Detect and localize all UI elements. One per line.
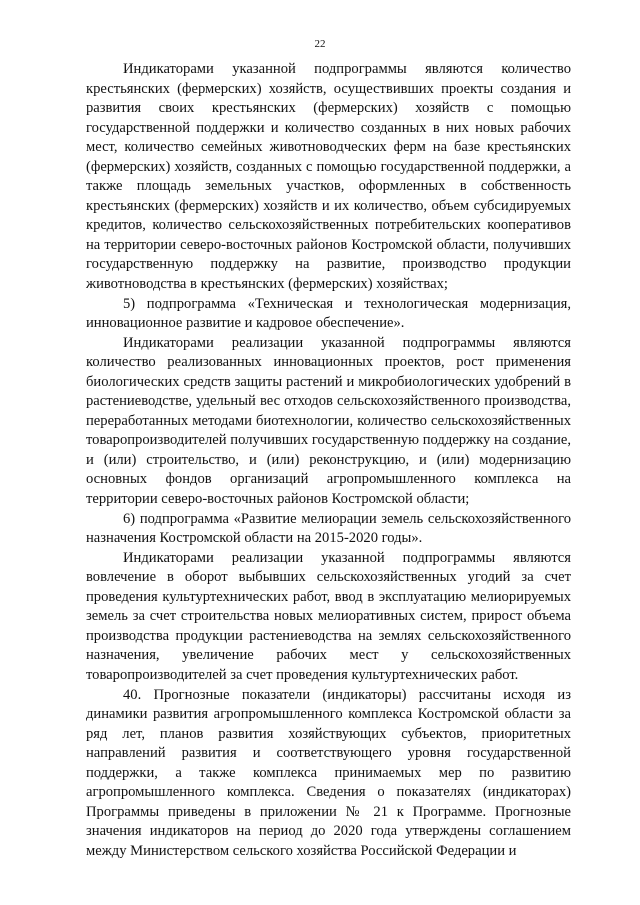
paragraph-indicators-subprogram-5: Индикаторами реализации указанной подпрограммы являются количество реализованных инновационных проектов, рост применения биологических средств защиты растений и микробиологических удобрений в растениеводстве, удельный вес отходов сельскохозяйственного производства, переработанных методами биотехнологии, количество сельскохозяйственных товаропроизводителей получивших государственную поддержку на создание, и (или) строительство, и (или) реконструкцию, и (или) модернизацию основных фондов организаций агропромышленного комплекса на территории северо-восточных районов Костромской области; (86, 334, 571, 508)
paragraph-forecast-indicators: 40. Прогнозные показатели (индикаторы) рассчитаны исходя из динамики развития агропромышленного комплекса Костромской области за ряд лет, планов развития хозяйствующих субъектов, приоритетных направлений развития и соответствующего уровня государственной поддержки, а также комплекса принимаемых мер по развитию агропромышленного комплекса. Сведения о показателях (индикаторах) Программы приведены в приложении № 21 к Программе. Прогнозные значения индикаторов на период до 2020 года утверждены соглашением между Министерством сельского хозяйства Российской Федерации и (86, 686, 571, 859)
document-body (86, 60, 571, 861)
paragraph-indicators-subprogram-4: Индикаторами указанной подпрограммы являются количество крестьянских (фермерских) хозяйств, осуществивших проекты создания и развития своих крестьянских (фермерских) хозяйств с помощью государственной поддержки и количество созданных в них новых рабочих мест, количество семейных животноводческих ферм на базе крестьянских (фермерских) хозяйств, созданных с помощью государственной поддержки, а также площадь земельных участков, оформленных в собственность крестьянских (фермерских) хозяйств и их количество, объем субсидируемых кредитов, количество сельскохозяйственных потребительских кооперативов на территории северо-восточных районов Костромской области, получивших государственную поддержку на развитие, производство продукции животноводства в крестьянских (фермерских) хозяйствах; (86, 61, 571, 293)
paragraph-indicators-subprogram-6: Индикаторами реализации указанной подпрограммы являются вовлечение в оборот выбывших сельскохозяйственных угодий за счет проведения культуртехнических работ, ввод в эксплуатацию мелиорируемых земель за счет строительства новых мелиоративных систем, прирост объема производства продукции растениеводства на землях сельскохозяйственного назначения, увеличение рабочих мест у сельскохозяйственных товаропроизводителей за счет проведения культуртехнических работ. (86, 549, 571, 683)
paragraph-subprogram-5-title: 5) подпрограмма «Техническая и технологическая модернизация, инновационное развитие и кадровое обеспечение». (86, 295, 571, 332)
paragraph-subprogram-6-title: 6) подпрограмма «Развитие мелиорации земель сельскохозяйственного назначения Костромской области на 2015-2020 годы». (86, 510, 571, 547)
page-number: 22 (314, 38, 326, 50)
